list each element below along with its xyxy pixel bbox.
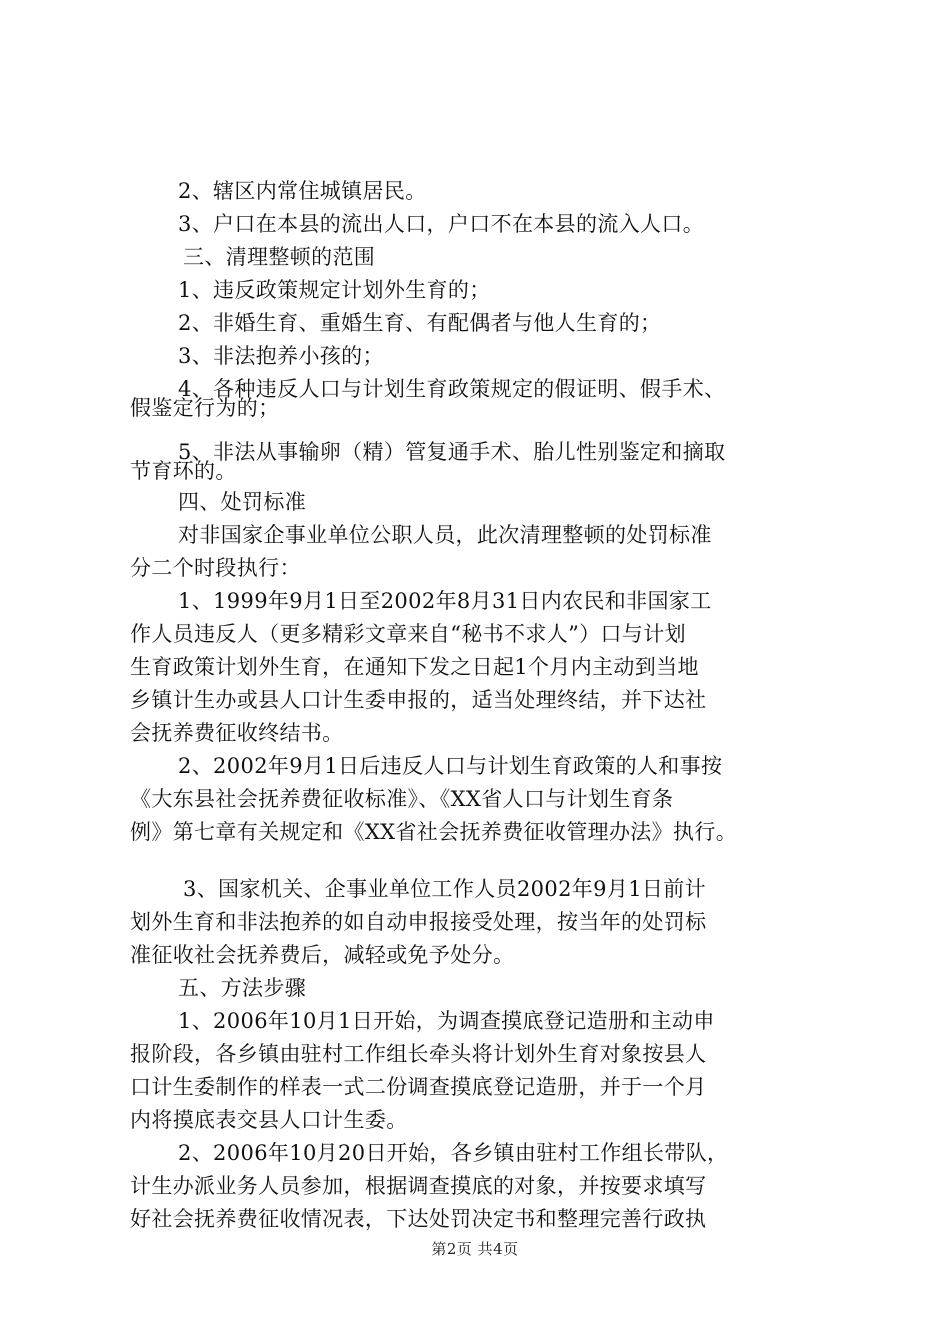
- paragraph-line: 会抚养费征收终结书。: [130, 721, 344, 745]
- paragraph-line: 准征收社会抚养费后，减轻或免予处分。: [130, 943, 515, 967]
- page-footer: 第2页 共4页: [431, 1240, 519, 1258]
- paragraph-line: 2、非婚生育、重婚生育、有配偶者与他人生育的；: [178, 311, 662, 335]
- paragraph-line: 好社会抚养费征收情况表，下达处罚决定书和整理完善行政执: [130, 1207, 707, 1231]
- paragraph-line: 对非国家企事业单位公职人员，此次清理整顿的处罚标准: [178, 523, 712, 547]
- paragraph-line: 报阶段，各乡镇由驻村工作组长牵头将计划外生育对象按县人: [130, 1042, 707, 1066]
- paragraph-line: 分二个时段执行：: [130, 556, 301, 580]
- paragraph-line: 4、各种违反人口与计划生育政策规定的假证明、假手术、: [178, 377, 726, 401]
- paragraph-line: 例》第七章有关规定和《XX省社会抚养费征收管理办法》执行。: [130, 820, 738, 844]
- paragraph-line: 2、2006年10月20日开始，各乡镇由驻村工作组长带队，: [178, 1141, 729, 1165]
- section-heading: 五、方法步骤: [178, 976, 307, 1000]
- paragraph-line: 2、2002年9月1日后违反人口与计划生育政策的人和事按: [178, 754, 723, 778]
- paragraph-line: 口计生委制作的样表一式二份调查摸底登记造册，并于一个月: [130, 1075, 707, 1099]
- paragraph-line: 生育政策计划外生育，在通知下发之日起1个月内主动到当地: [130, 655, 699, 679]
- paragraph-line: 划外生育和非法抱养的如自动申报接受处理，按当年的处罚标: [130, 910, 707, 934]
- paragraph-line: 3、非法抱养小孩的；: [178, 344, 384, 368]
- paragraph-line: 假鉴定行为的；: [130, 396, 280, 420]
- paragraph-line: 1、2006年10月1日开始，为调查摸底登记造册和主动申: [178, 1009, 715, 1033]
- paragraph-line: 5、非法从事输卵（精）管复通手术、胎儿性别鉴定和摘取: [178, 440, 726, 464]
- paragraph-line: 3、国家机关、企事业单位工作人员2002年9月1日前计: [183, 877, 706, 901]
- paragraph-line: 1、1999年9月1日至2002年8月31日内农民和非国家工: [178, 589, 712, 613]
- paragraph-line: 3、户口在本县的流出人口，户口不在本县的流入人口。: [178, 212, 705, 236]
- paragraph-line: 作人员违反人（更多精彩文章来自“秘书不求人”）口与计划: [130, 622, 686, 646]
- paragraph-line: 1、违反政策规定计划外生育的；: [178, 278, 491, 302]
- paragraph-line: 《大东县社会抚养费征收标准》、《XX省人口与计划生育条: [130, 787, 674, 811]
- section-heading: 四、处罚标准: [178, 490, 307, 514]
- paragraph-line: 2、辖区内常住城镇居民。: [178, 179, 427, 203]
- section-heading: 三、清理整顿的范围: [183, 245, 376, 269]
- paragraph-line: 内将摸底表交县人口计生委。: [130, 1108, 408, 1132]
- paragraph-line: 乡镇计生办或县人口计生委申报的，适当处理终结，并下达社: [130, 688, 707, 712]
- paragraph-line: 节育环的。: [130, 459, 237, 483]
- paragraph-line: 计生办派业务人员参加，根据调查摸底的对象，并按要求填写: [130, 1174, 707, 1198]
